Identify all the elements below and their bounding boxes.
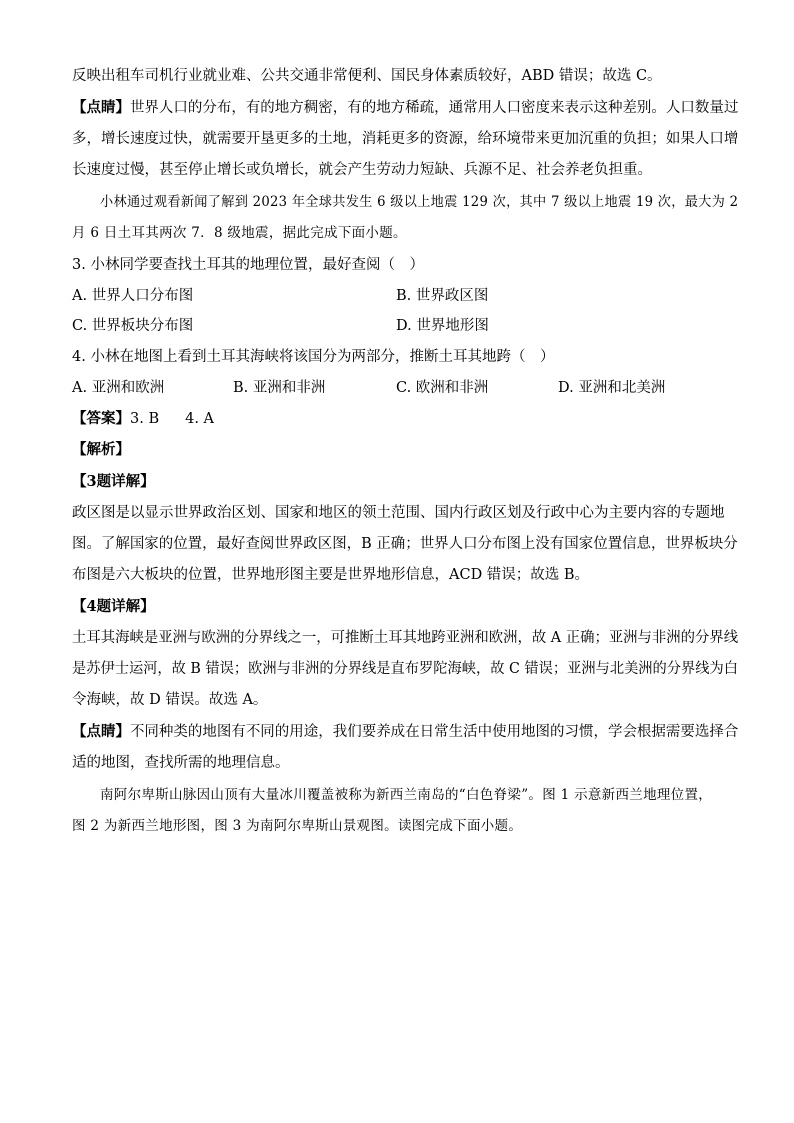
paragraph-line: 适的地图，查找所需的地理信息。 <box>72 755 290 771</box>
detail-4-heading: 【4题详解】 <box>72 598 155 615</box>
detail-4-line: 土耳其海峡是亚洲与欧洲的分界线之一，可推断土耳其地跨亚洲和欧洲，故 A 正确；亚洲与非洲的分界线 <box>72 630 739 646</box>
q3-option-a: A. 世界人口分布图 <box>72 288 194 304</box>
question-3-stem: 3. 小林同学要查找土耳其的地理位置，最好查阅（ ） <box>72 257 424 273</box>
answer-3: 3. B <box>130 411 160 427</box>
q4-option-d: D. 亚洲和北美洲 <box>558 380 666 396</box>
detail-3-line: 布图是六大板块的位置，世界地形图主要是世界地形信息，ACD 错误；故选 B。 <box>72 567 590 583</box>
material-line: 图 2 为新西兰地形图，图 3 为南阿尔卑斯山景观图。读图完成下面小题。 <box>72 818 523 834</box>
material-line: 南阿尔卑斯山脉因山顶有大量冰川覆盖被称为新西兰南岛的“白色脊梁”。图 1 示意新西兰地理位置， <box>100 787 713 803</box>
tip-paragraph-line <box>72 722 738 742</box>
paragraph-line: 多，增长速度过快，就需要开垦更多的土地，消耗更多的资源，给环境带来更加沉重的负担；如果人口增 <box>72 131 739 147</box>
tip-text: 世界人口的分布，有的地方稠密，有的地方稀疏，通常用人口密度来表示这种差别。人口数量过 <box>129 100 739 116</box>
material-line: 小林通过观看新闻了解到 2023 年全球共发生 6 级以上地震 129 次，其中 7 级以上地震 19 次，最大为 2 <box>100 194 739 210</box>
answer-tag: 【答案】 <box>72 410 130 427</box>
tip-tag: 【点睛】 <box>72 99 130 116</box>
detail-3-line: 政区图是以显示世界政治区划、国家和地区的领土范围、国内行政区划及行政中心为主要内容的专题地 <box>72 505 725 521</box>
q3-option-d: D. 世界地形图 <box>396 318 489 334</box>
q3-option-c: C. 世界板块分布图 <box>72 318 194 334</box>
analysis-tag: 【解析】 <box>72 441 130 458</box>
detail-3-heading: 【3题详解】 <box>72 473 155 490</box>
paragraph-line: 长速度过慢，甚至停止增长或负增长，就会产生劳动力短缺、兵源不足、社会养老负担重。 <box>72 162 652 178</box>
paragraph-line: 反映出租车司机行业就业难、公共交通非常便利、国民身体素质较好，ABD 错误；故选 C。 <box>72 68 662 84</box>
q3-option-b: B. 世界政区图 <box>396 288 489 304</box>
detail-3-line: 图。了解国家的位置，最好查阅世界政区图，B 正确；世界人口分布图上没有国家位置信息，世界板块分 <box>72 536 738 552</box>
material-line: 月 6 日土耳其两次 7．8 级地震，据此完成下面小题。 <box>72 225 407 241</box>
answer-4: 4. A <box>185 411 215 427</box>
detail-4-line: 是苏伊士运河，故 B 错误；欧洲与非洲的分界线是直布罗陀海峡，故 C 错误；亚洲与北美洲的分界线为白 <box>72 661 738 677</box>
question-4-stem: 4. 小林在地图上看到土耳其海峡将该国分为两部分，推断土耳其地跨（ ） <box>72 349 555 365</box>
q4-option-b: B. 亚洲和非洲 <box>233 380 326 396</box>
q4-option-a: A. 亚洲和欧洲 <box>72 380 165 396</box>
tip-text: 不同种类的地图有不同的用途，我们要养成在日常生活中使用地图的习惯，学会根据需要选择合 <box>129 724 739 740</box>
tip-tag: 【点睛】 <box>72 723 130 740</box>
answer-line <box>72 409 214 429</box>
q4-option-c: C. 欧洲和非洲 <box>396 380 489 396</box>
tip-paragraph-line <box>72 98 738 118</box>
detail-4-line: 令海峡，故 D 错误。故选 A。 <box>72 692 268 708</box>
